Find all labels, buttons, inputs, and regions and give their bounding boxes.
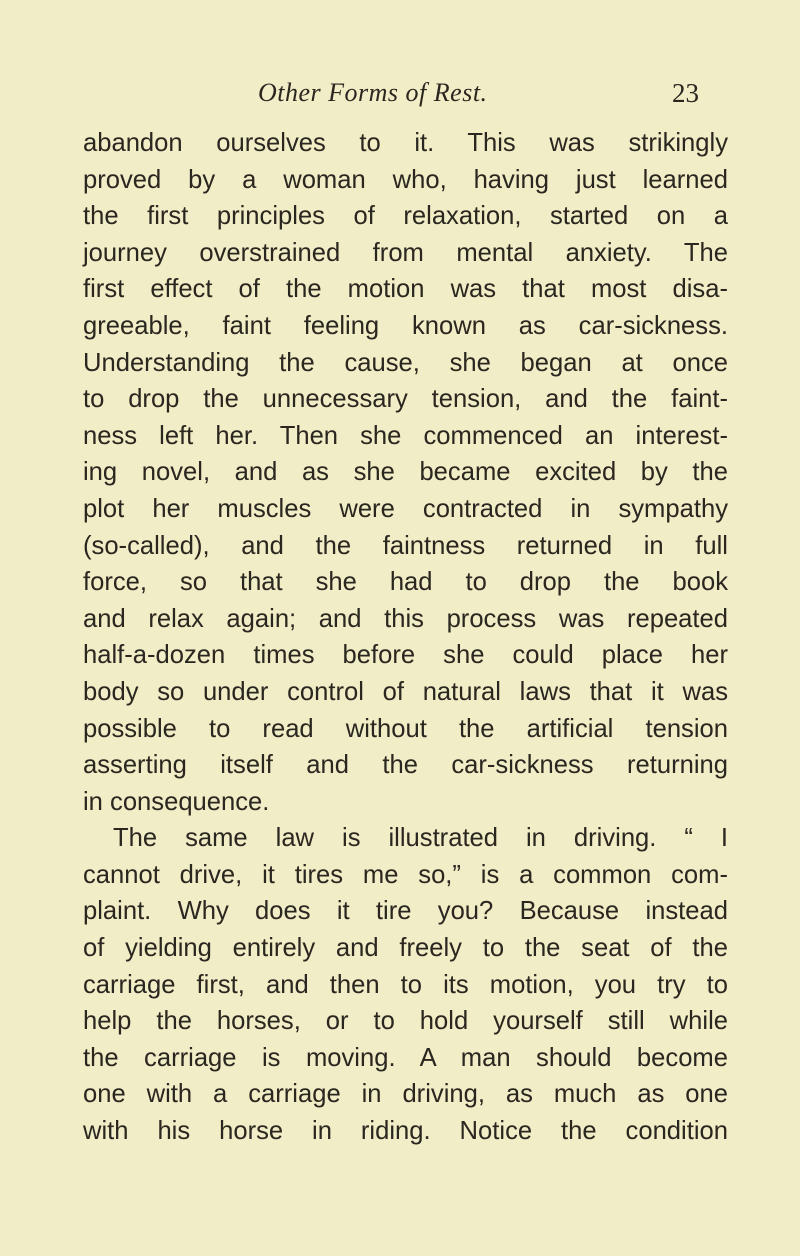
text-line: The same law is illustrated in driving. “ I [113, 824, 728, 853]
page-number: 23 [672, 78, 699, 108]
text-line: possible to read without the artificial tension [83, 714, 728, 743]
text-line: body so under control of natural laws that it was [83, 677, 728, 706]
text-line: and relax again; and this process was repeated [83, 604, 728, 633]
text-line: greeable, faint feeling known as car-sickness. [83, 311, 728, 340]
text-line: the carriage is moving. A man should become [83, 1043, 728, 1072]
text-line: help the horses, or to hold yourself still while [83, 1007, 728, 1036]
text-line: journey overstrained from mental anxiety. The [83, 238, 728, 267]
text-line: force, so that she had to drop the book [83, 568, 728, 597]
text-line: (so-called), and the faintness returned in full [83, 531, 728, 560]
text-line: in consequence. [83, 787, 270, 816]
text-line: cannot drive, it tires me so,” is a common com- [83, 860, 728, 889]
text-line: of yielding entirely and freely to the seat of the [83, 934, 728, 963]
running-head: Other Forms of Rest. [258, 78, 488, 107]
text-line: first effect of the motion was that most disa- [83, 275, 728, 304]
text-line: proved by a woman who, having just learned [83, 165, 728, 194]
text-line: plot her muscles were contracted in sympathy [83, 494, 728, 523]
paragraph [83, 820, 728, 1149]
text-line: to drop the unnecessary tension, and the faint- [83, 385, 728, 414]
text-line: plaint. Why does it tire you? Because instead [83, 897, 728, 926]
text-line: one with a carriage in driving, as much as one [83, 1080, 728, 1109]
text-line: with his horse in riding. Notice the condition [83, 1117, 728, 1146]
paragraph [83, 125, 728, 820]
text-line: asserting itself and the car-sickness returning [83, 751, 728, 780]
text-line: the first principles of relaxation, started on a [83, 202, 728, 231]
text-line: Understanding the cause, she began at once [83, 348, 728, 377]
body-text [83, 125, 728, 1150]
text-line: abandon ourselves to it. This was strikingly [83, 129, 728, 157]
text-line: ness left her. Then she commenced an interest- [83, 421, 728, 450]
text-line: half-a-dozen times before she could place her [83, 641, 728, 670]
text-line: carriage first, and then to its motion, you try to [83, 970, 728, 999]
text-line: ing novel, and as she became excited by the [83, 458, 728, 487]
page-header [0, 78, 800, 114]
